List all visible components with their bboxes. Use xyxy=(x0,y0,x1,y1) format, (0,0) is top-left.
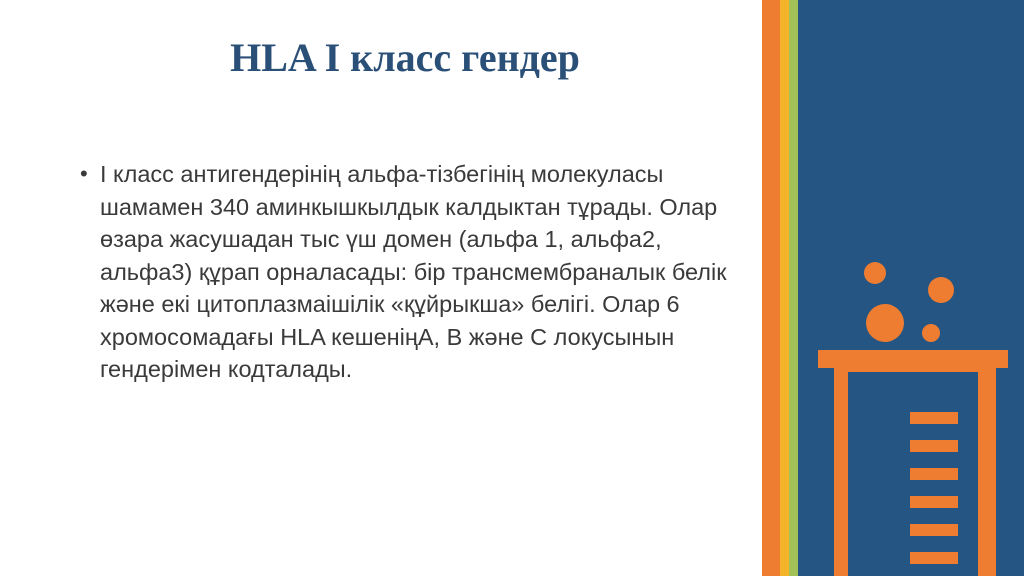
accent-stripe-green xyxy=(789,0,798,576)
beaker-with-bubbles-icon xyxy=(798,0,1024,576)
measure-tick xyxy=(910,412,958,424)
accent-stripe-gold xyxy=(780,0,789,576)
bullet-marker: • xyxy=(80,161,88,186)
bubble-icon xyxy=(864,262,886,284)
measure-tick xyxy=(910,496,958,508)
bullet-text: I класс антигендерінің альфа-тізбегінің молекуласы шамамен 340 аминкышкылдык калдыктан тұрады. Олар өзара жасушадан тыс үш домен (альфа 1, альфа2, альфа3) құрап орналасады: бір трансмембраналык белік және екі цитоплазмаішілік «құйрыкша» белігі. Олар 6 хромосомадағы HLA кешеніңА, В және С локусынын гендерімен кодталады. xyxy=(100,161,727,382)
bullet-item xyxy=(78,158,728,386)
bubble-icon xyxy=(866,304,904,342)
bullet-list xyxy=(78,158,728,386)
measure-tick xyxy=(910,524,958,536)
slide-title: HLA I класс гендер xyxy=(230,35,580,80)
measure-tick xyxy=(910,468,958,480)
measure-tick xyxy=(910,552,958,564)
bubble-icon xyxy=(928,277,954,303)
bubble-icon xyxy=(922,324,940,342)
accent-stripe-orange xyxy=(762,0,780,576)
measure-tick xyxy=(910,440,958,452)
